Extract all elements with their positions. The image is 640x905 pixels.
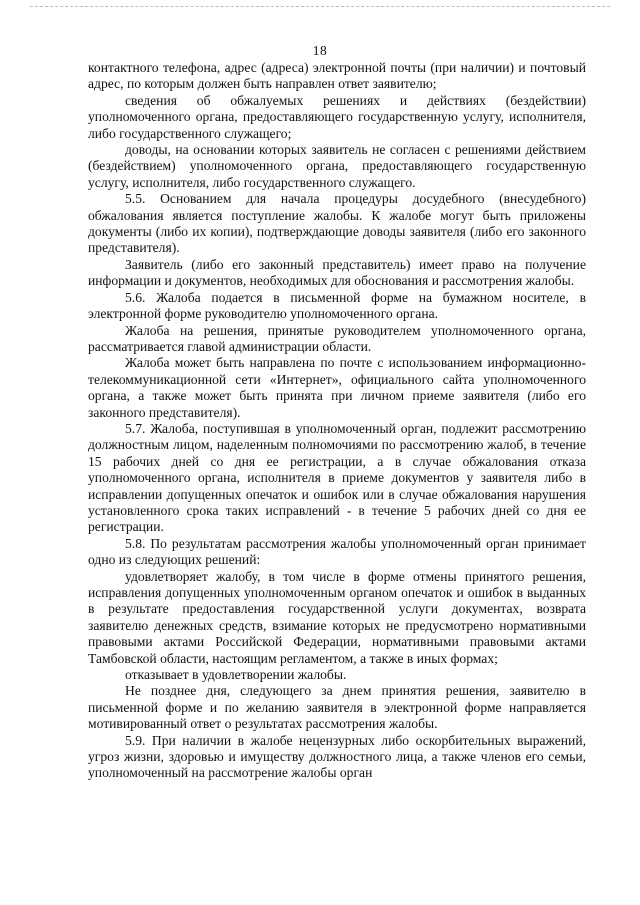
paragraph-head-review: Жалоба на решения, принятые руководителем уполномоченного органа, рассматривается главой администрации области.	[88, 322, 586, 354]
paragraph-submission-methods: Жалоба может быть направлена по почте с использованием информационно-телекоммуникационной сети «Интернет», официального сайта уполномоченного органа, а также может быть принята при личном приеме заявителя (либо его законного представителя).	[88, 355, 586, 420]
paragraph-refuses-complaint: отказывает в удовлетворении жалобы.	[125, 667, 347, 683]
scan-edge-divider	[30, 6, 610, 7]
paragraph-contact-address: контактного телефона, адрес (адреса) электронной почты (при наличии) и почтовый адрес, по которым должен быть направлен ответ заявителю;	[88, 60, 586, 92]
paragraph-5-7: 5.7. Жалоба, поступившая в уполномоченный орган, подлежит рассмотрению должностным лицом, наделенным полномочиями по рассмотрению жалоб, в течение 15 рабочих дней со дня ее регистрации, а в случае обжалования отказа уполномоченного органа, исполнителя в приеме документов у заявителя либо в исправлении допущенных опечаток и ошибок или в случае обжалования нарушения установленного срока таких исправлений - в течение 5 рабочих дней со дня ее регистрации.	[88, 420, 586, 535]
document-body	[88, 60, 586, 782]
paragraph-5-6: 5.6. Жалоба подается в письменной форме на бумажном носителе, в электронной форме руководителю уполномоченного органа.	[88, 289, 586, 322]
paragraph-appealed-decisions: сведения об обжалуемых решениях и действиях (бездействии) уполномоченного органа, предоставляющего государственную услугу, исполнителя, либо государственного служащего;	[88, 92, 586, 141]
paragraph-satisfies-complaint: удовлетворяет жалобу, в том числе в форме отмены принятого решения, исправления допущенных уполномоченным органом опечаток и ошибок в выданных в результате предоставления государственной услуги документах, возврата заявителю денежных средств, взимание которых не предусмотрено нормативными правовыми актами Российской Федерации, нормативными правовыми актами Тамбовской области, настоящим регламентом, а также в иных формах;	[88, 568, 586, 666]
page-number: 18	[312, 43, 328, 58]
paragraph-arguments: доводы, на основании которых заявитель не согласен с решениями действием (бездействием) уполномоченного органа, предоставляющего государственную услугу, исполнителя, либо государственного служащего.	[88, 142, 586, 190]
paragraph-applicant-rights: Заявитель (либо его законный представитель) имеет право на получение информации и документов, необходимых для обоснования и рассмотрения жалобы.	[88, 256, 586, 289]
paragraph-reasoned-response: Не позднее дня, следующего за днем принятия решения, заявителю в письменной форме и по желанию заявителя в электронной форме направляется мотивированный ответ о результатах рассмотрения жалобы.	[88, 683, 586, 732]
paragraph-5-5: 5.5. Основанием для начала процедуры досудебного (внесудебного) обжалования является поступление жалобы. К жалобе могут быть приложены документы (либо их копии), подтверждающие доводы заявителя (либо его законного представителя).	[88, 191, 586, 256]
paragraph-5-9: 5.9. При наличии в жалобе нецензурных либо оскорбительных выражений, угроз жизни, здоровью и имуществу должностного лица, а также членов его семьи, уполномоченный на рассмотрение жалобы орган	[88, 732, 586, 781]
paragraph-5-8: 5.8. По результатам рассмотрения жалобы уполномоченный орган принимает одно из следующих решений:	[88, 535, 586, 568]
